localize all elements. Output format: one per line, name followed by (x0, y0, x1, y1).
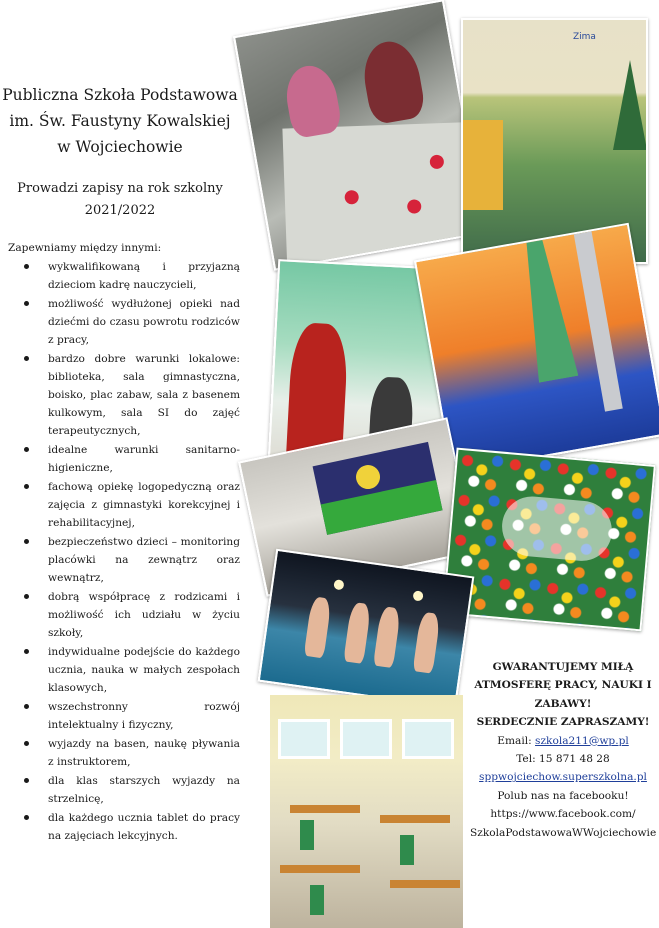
guarantee-line: GWARANTUJEMY MIŁĄ (492, 661, 634, 673)
benefit-item: możliwość wydłużonej opieki nad dziećmi do czasu powrotu rodziców z pracy, (8, 295, 240, 349)
email-link[interactable]: szkola211@wp.pl (535, 734, 629, 747)
benefit-item: dla klas starszych wyjazdy na strzelnicę, (8, 772, 240, 808)
table-shape (282, 122, 477, 269)
window-shape (402, 719, 454, 759)
website-link[interactable]: sppwojciechow.superszkolna.pl (479, 771, 647, 784)
facebook-url-line: https://www.facebook.com/ (490, 808, 636, 821)
photo-craft-table (233, 0, 485, 271)
swimmer-figure (343, 602, 371, 664)
window-shape (340, 719, 392, 759)
desk-shape (280, 865, 360, 873)
guarantee-line: ATMOSFERĘ PRACY, NAUKI I (474, 679, 652, 692)
contact-block (470, 658, 656, 842)
enrollment-line: Prowadzi zapisy na rok szkolny (17, 181, 223, 196)
invitation-line: SERDECZNIE ZAPRASZAMY! (476, 716, 650, 729)
christmas-tree-shape (613, 60, 647, 150)
pole-shape (574, 231, 623, 411)
school-name (0, 82, 240, 160)
swimmer-figure (373, 606, 401, 668)
chair-shape (300, 820, 314, 850)
smart-board-shape (313, 442, 443, 535)
benefit-item: wyjazdy na basen, naukę pływania z instruktorem, (8, 735, 240, 771)
swimmer-figure (413, 611, 441, 673)
benefit-item: bezpieczeństwo dzieci – monitoring placówki na zewnątrz oraz wewnątrz, (8, 533, 240, 587)
school-name-line: w Wojciechowie (57, 138, 183, 156)
photo-ball-pit (442, 448, 656, 632)
benefit-item: idealne warunki sanitarno-higieniczne, (8, 441, 240, 477)
benefits-list (8, 258, 240, 846)
benefit-item: wykwalifikowaną i przyjazną dzieciom kadrę nauczycieli, (8, 258, 240, 294)
photo-swimming-pool (258, 549, 475, 710)
benefit-item: indywidualne podejście do każdego ucznia, nauka w małych zespołach klasowych, (8, 643, 240, 697)
desk-shape (290, 805, 360, 813)
benefit-item: wszechstronny rozwój intelektualny i fizyczny, (8, 698, 240, 734)
desk-shape (390, 880, 460, 888)
enrollment-year: 2021/2022 (84, 203, 156, 218)
shelf-shape (463, 120, 503, 210)
ceiling-light (333, 579, 344, 590)
chair-shape (310, 885, 324, 915)
chair-shape (400, 835, 414, 865)
school-name-line: im. Św. Faustyny Kowalskiej (9, 112, 231, 130)
email-row (470, 732, 656, 750)
phone-number: Tel: 15 871 48 28 (516, 753, 610, 766)
email-label: Email: (497, 734, 536, 747)
classroom-sign: Zima (573, 32, 596, 42)
child-figure (359, 37, 427, 125)
window-shape (278, 719, 330, 759)
swimmer-figure (304, 596, 332, 658)
desk-shape (380, 815, 450, 823)
benefit-item: dla każdego ucznia tablet do pracy na zajęciach lekcyjnych. (8, 809, 240, 845)
school-name-line: Publiczna Szkoła Podstawowa (2, 86, 238, 104)
ceiling-light (412, 590, 423, 601)
facebook-url-line: SzkolaPodstawowaWWojciechowie (470, 826, 657, 839)
benefit-item: dobrą współpracę z rodzicami i możliwość ich udziału w życiu szkoły, (8, 588, 240, 642)
therapy-swing-shape (515, 238, 579, 383)
guarantee-line: ZABAWY! (534, 697, 592, 710)
facebook-prompt: Polub nas na facebooku! (497, 789, 629, 802)
photo-computer-lab (270, 695, 463, 928)
enrollment-announcement (0, 178, 240, 222)
board-grass-shape (321, 479, 443, 534)
board-sun-shape (354, 463, 382, 491)
benefit-item: fachową opiekę logopedyczną oraz zajęcia z gimnastyki korekcyjnej i rehabilitacyjnej, (8, 478, 240, 532)
benefits-intro: Zapewniamy między innymi: (8, 242, 162, 254)
children-group-shape (500, 494, 615, 563)
benefit-item: bardzo dobre warunki lokalowe: biblioteka, sala gimnastyczna, boisko, plac zabaw, sala z basenem kulkowym, sala SI do zajęć terapeutycznych, (8, 350, 240, 440)
